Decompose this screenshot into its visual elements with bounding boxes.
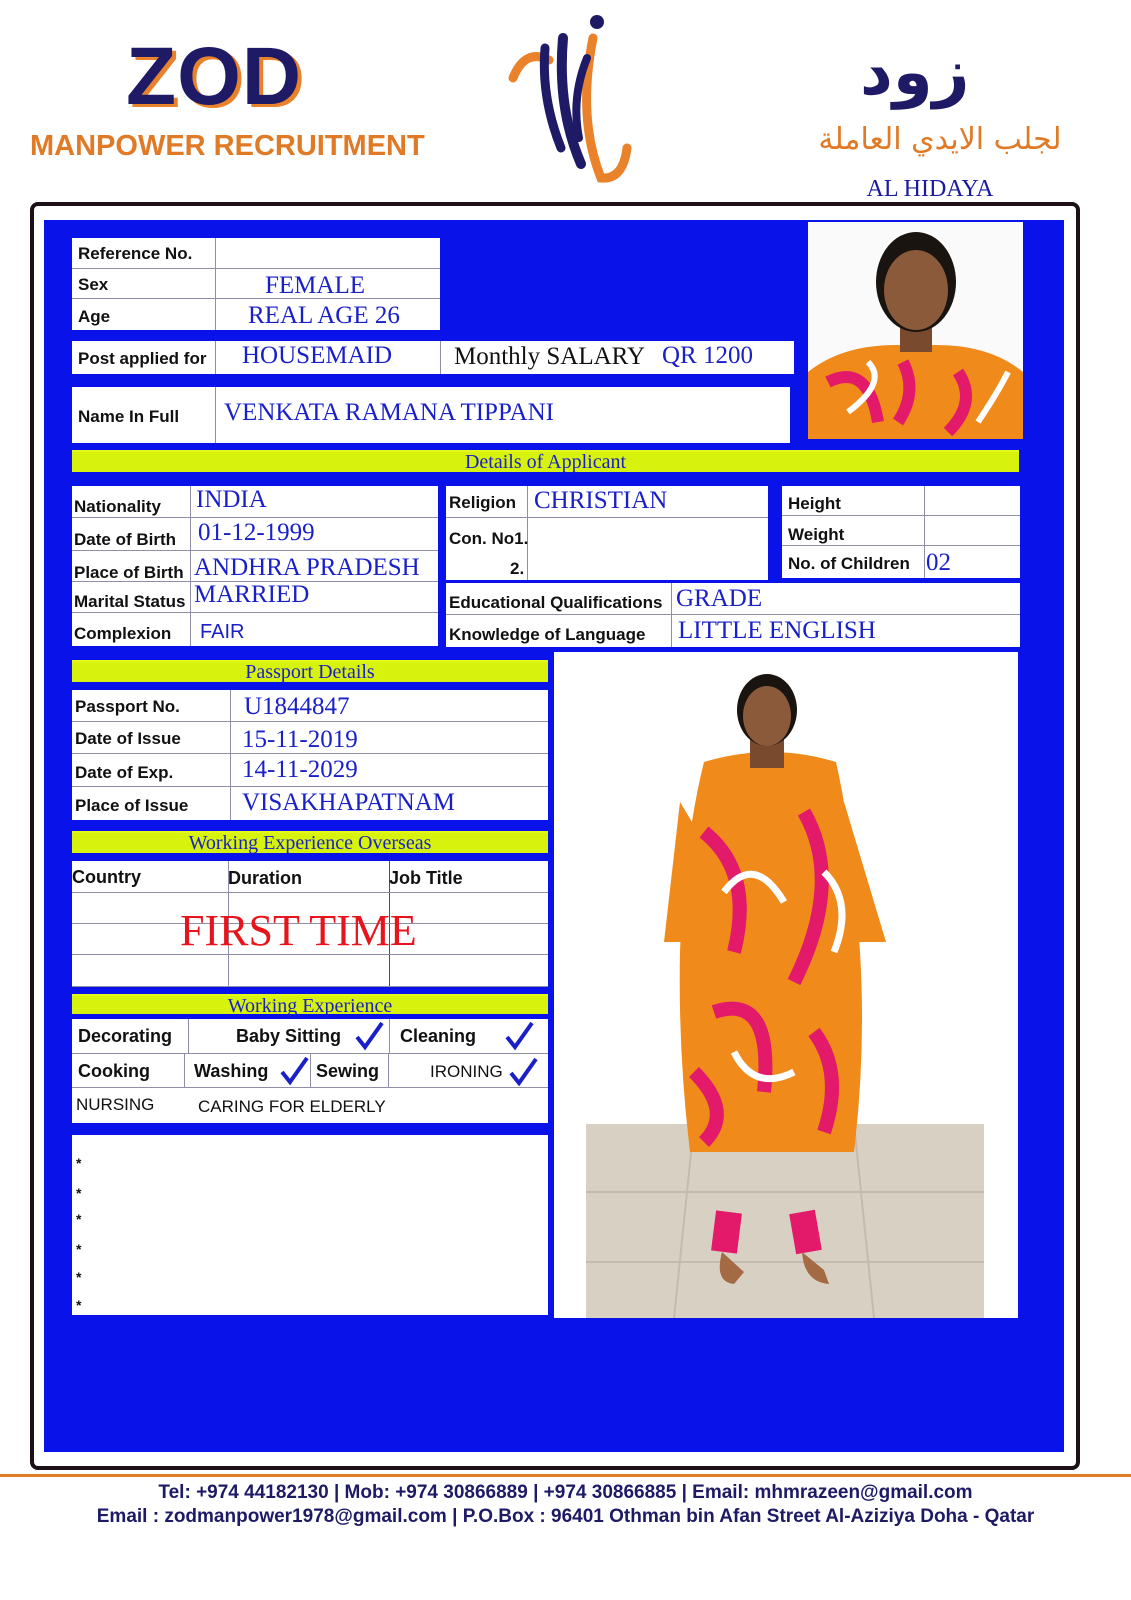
weight-label: Weight xyxy=(788,525,845,544)
marital-value: MARRIED xyxy=(194,581,310,608)
name-row xyxy=(72,387,790,443)
details-bar: Details of Applicant xyxy=(72,450,1019,472)
marital-label: Marital Status xyxy=(74,592,186,611)
name-value: VENKATA RAMANA TIPPANI xyxy=(224,399,554,426)
age-label: Age xyxy=(78,307,111,326)
pob-label: Place of Birth xyxy=(74,563,184,582)
dob-label: Date of Birth xyxy=(74,530,176,549)
skill-nursing: NURSING xyxy=(76,1095,155,1114)
first-time-stamp: FIRST TIME xyxy=(180,906,417,955)
skill-sewing: Sewing xyxy=(316,1061,380,1081)
col-job-title: Job Title xyxy=(389,868,463,888)
passport-table xyxy=(72,690,548,820)
note-bullet: * xyxy=(76,1155,82,1171)
complexion-value: FAIR xyxy=(200,621,245,643)
passport-no-label: Passport No. xyxy=(75,697,180,716)
portrait-photo xyxy=(808,222,1023,439)
skill-ironing: IRONING xyxy=(430,1062,503,1081)
note-bullet: * xyxy=(76,1241,82,1257)
skill-washing: Washing xyxy=(194,1061,269,1081)
language-value: LITTLE ENGLISH xyxy=(678,617,876,644)
education-label: Educational Qualifications xyxy=(449,593,663,612)
brand-logo-text: ZOD xyxy=(126,31,303,122)
sex-label: Sex xyxy=(78,275,109,294)
nationality-label: Nationality xyxy=(74,497,161,516)
height-label: Height xyxy=(788,494,841,513)
contact2-label: 2. xyxy=(510,559,525,578)
contact1-label: Con. No1. xyxy=(449,529,529,548)
footer-address-line: Email : zodmanpower1978@gmail.com | P.O.Box : 96401 Othman bin Afan Street Al-Aziziya Doha - Qatar xyxy=(96,1506,1035,1527)
religion-label: Religion xyxy=(449,493,517,512)
skills-table xyxy=(72,1019,548,1123)
post-label: Post applied for xyxy=(78,349,207,368)
expiry-date-value: 14-11-2029 xyxy=(242,756,358,783)
note-bullet: * xyxy=(76,1297,82,1313)
religion-value: CHRISTIAN xyxy=(534,487,668,514)
cleaning-check-icon xyxy=(504,1021,534,1051)
expiry-date-label: Date of Exp. xyxy=(75,763,174,782)
education-value: GRADE xyxy=(676,585,763,612)
footer-contact-line: Tel: +974 44182130 | Mob: +974 30866889 | +974 30866885 | Email: mhmrazeen@gmail.com xyxy=(158,1482,973,1503)
brand-logo-icon xyxy=(505,8,645,188)
passport-no-value: U1844847 xyxy=(244,693,350,720)
children-label: No. of Children xyxy=(788,554,910,573)
al-hidaya-label: AL HIDAYA xyxy=(866,176,994,202)
issue-date-label: Date of Issue xyxy=(75,729,181,748)
salary-value: QR 1200 xyxy=(662,342,753,369)
footer-rule xyxy=(0,1474,1131,1477)
note-bullet: * xyxy=(76,1211,82,1227)
brand-subtitle: MANPOWER RECRUITMENT xyxy=(30,130,425,162)
col-duration: Duration xyxy=(228,868,302,888)
salary-label: Monthly SALARY xyxy=(454,343,646,370)
note-bullet: * xyxy=(76,1269,82,1285)
overseas-table xyxy=(72,861,548,987)
skill-decorating: Decorating xyxy=(78,1026,173,1046)
notes-box xyxy=(72,1135,548,1315)
portrait-image xyxy=(808,222,1023,439)
overseas-bar: Working Experience Overseas xyxy=(72,831,548,853)
place-issue-value: VISAKHAPATNAM xyxy=(242,789,456,816)
post-row xyxy=(72,341,794,374)
passport-bar: Passport Details xyxy=(72,660,548,682)
experience-bar: Working Experience xyxy=(72,994,548,1014)
issue-date-value: 15-11-2019 xyxy=(242,726,358,753)
name-label: Name In Full xyxy=(78,407,180,426)
education-table xyxy=(446,583,1020,647)
body-table xyxy=(782,486,1020,578)
washing-check-icon xyxy=(279,1056,309,1086)
skill-cleaning: Cleaning xyxy=(400,1026,477,1046)
language-label: Knowledge of Language xyxy=(449,625,646,644)
arabic-brand-name: زود xyxy=(860,36,970,110)
arabic-brand-subtitle: لجلب الايدي العاملة xyxy=(818,122,1062,157)
full-length-image xyxy=(554,652,1018,1318)
skill-baby-sitting: Baby Sitting xyxy=(236,1026,342,1046)
reference-label: Reference No. xyxy=(78,244,193,263)
complexion-label: Complexion xyxy=(74,624,172,643)
religion-table xyxy=(446,486,768,580)
children-value: 02 xyxy=(926,549,951,576)
nationality-value: INDIA xyxy=(196,486,267,513)
reference-table xyxy=(72,238,440,330)
age-value: REAL AGE 26 xyxy=(248,302,400,329)
ironing-check-icon xyxy=(508,1057,538,1087)
place-issue-label: Place of Issue xyxy=(75,796,189,815)
full-length-photo xyxy=(554,652,1018,1318)
sex-value: FEMALE xyxy=(265,272,365,299)
dob-value: 01-12-1999 xyxy=(198,519,315,546)
col-country: Country xyxy=(72,867,141,887)
baby-sitting-check-icon xyxy=(354,1021,384,1051)
skill-cooking: Cooking xyxy=(78,1061,150,1081)
post-value: HOUSEMAID xyxy=(242,342,392,369)
details-left-table xyxy=(72,486,438,646)
skill-caring-elderly: CARING FOR ELDERLY xyxy=(198,1097,386,1116)
pob-value: ANDHRA PRADESH xyxy=(194,554,420,581)
note-bullet: * xyxy=(76,1185,82,1201)
